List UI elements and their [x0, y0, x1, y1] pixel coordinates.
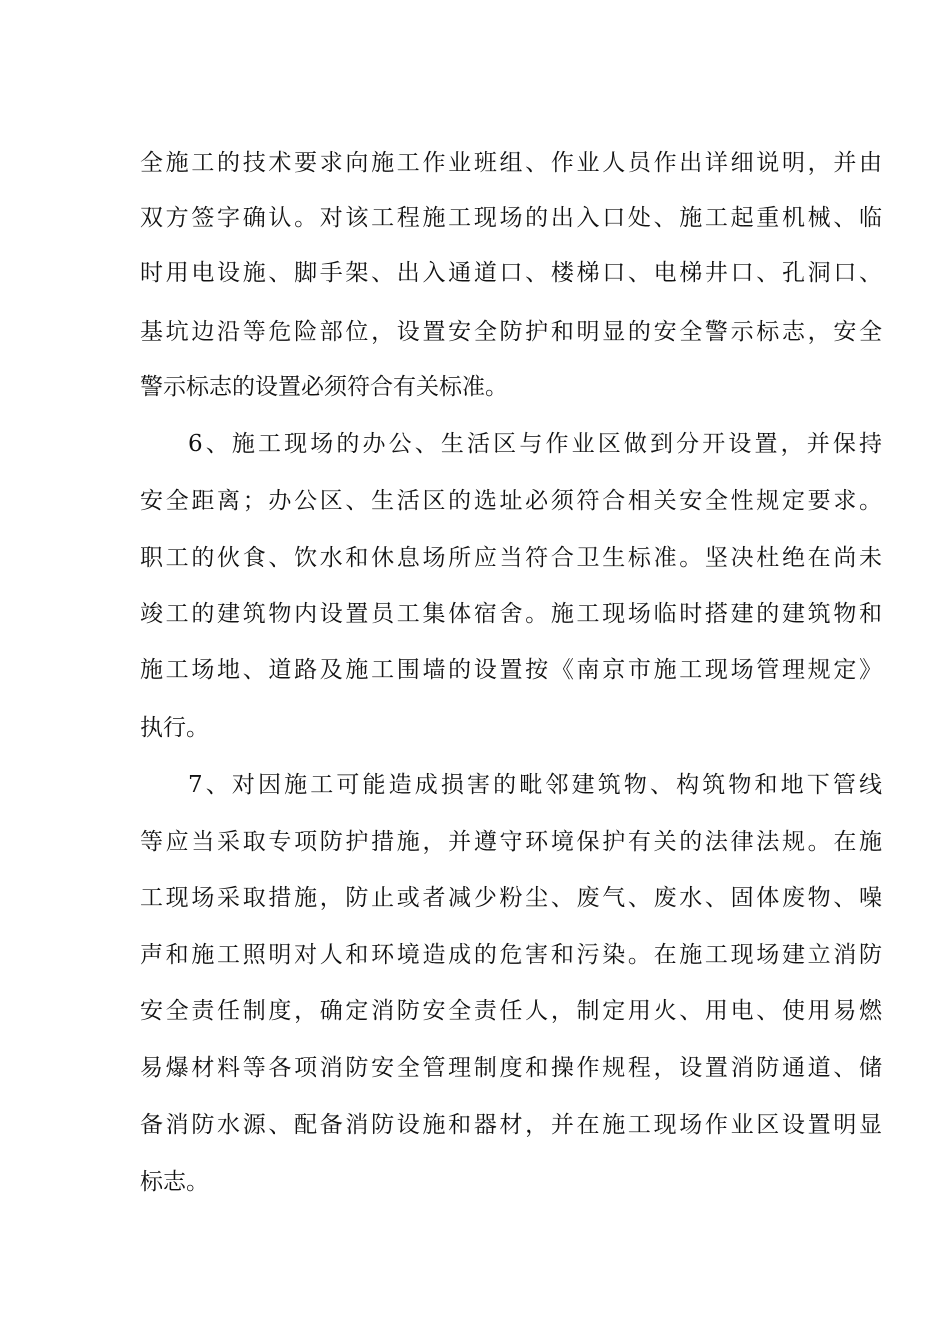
text-line: 基坑边沿等危险部位，设置安全防护和明显的安全警示标志，安全 — [140, 319, 882, 345]
text-line: 安全距离；办公区、生活区的选址必须符合相关安全性规定要求。 — [140, 488, 882, 514]
text-line: 备消防水源、配备消防设施和器材，并在施工现场作业区设置明显 — [140, 1112, 882, 1138]
paragraph-7-first-line: 7、对因施工可能造成损害的毗邻建筑物、构筑物和地下管线 — [188, 772, 882, 798]
text-line: 全施工的技术要求向施工作业班组、作业人员作出详细说明，并由 — [140, 150, 882, 176]
text-line: 时用电设施、脚手架、出入通道口、楼梯口、电梯井口、孔洞口、 — [140, 260, 882, 286]
text-line: 警示标志的设置必须符合有关标准。 — [140, 374, 508, 400]
text-line: 易爆材料等各项消防安全管理制度和操作规程，设置消防通道、储 — [140, 1055, 882, 1081]
text-line: 施工场地、道路及施工围墙的设置按《南京市施工现场管理规定》 — [140, 657, 882, 683]
text-line: 双方签字确认。对该工程施工现场的出入口处、施工起重机械、临 — [140, 205, 882, 231]
text-line: 等应当采取专项防护措施，并遵守环境保护有关的法律法规。在施 — [140, 829, 882, 855]
text-line: 竣工的建筑物内设置员工集体宿舍。施工现场临时搭建的建筑物和 — [140, 601, 882, 627]
text-line: 职工的伙食、饮水和休息场所应当符合卫生标准。坚决杜绝在尚未 — [140, 545, 882, 571]
text-line: 标志。 — [140, 1169, 209, 1195]
paragraph-6-first-line: 6、施工现场的办公、生活区与作业区做到分开设置，并保持 — [188, 431, 882, 457]
text-line: 工现场采取措施，防止或者减少粉尘、废气、废水、固体废物、噪 — [140, 885, 882, 911]
text-line: 安全责任制度，确定消防安全责任人，制定用火、用电、使用易燃 — [140, 998, 882, 1024]
text-line: 执行。 — [140, 715, 209, 741]
text-line: 声和施工照明对人和环境造成的危害和污染。在施工现场建立消防 — [140, 942, 882, 968]
